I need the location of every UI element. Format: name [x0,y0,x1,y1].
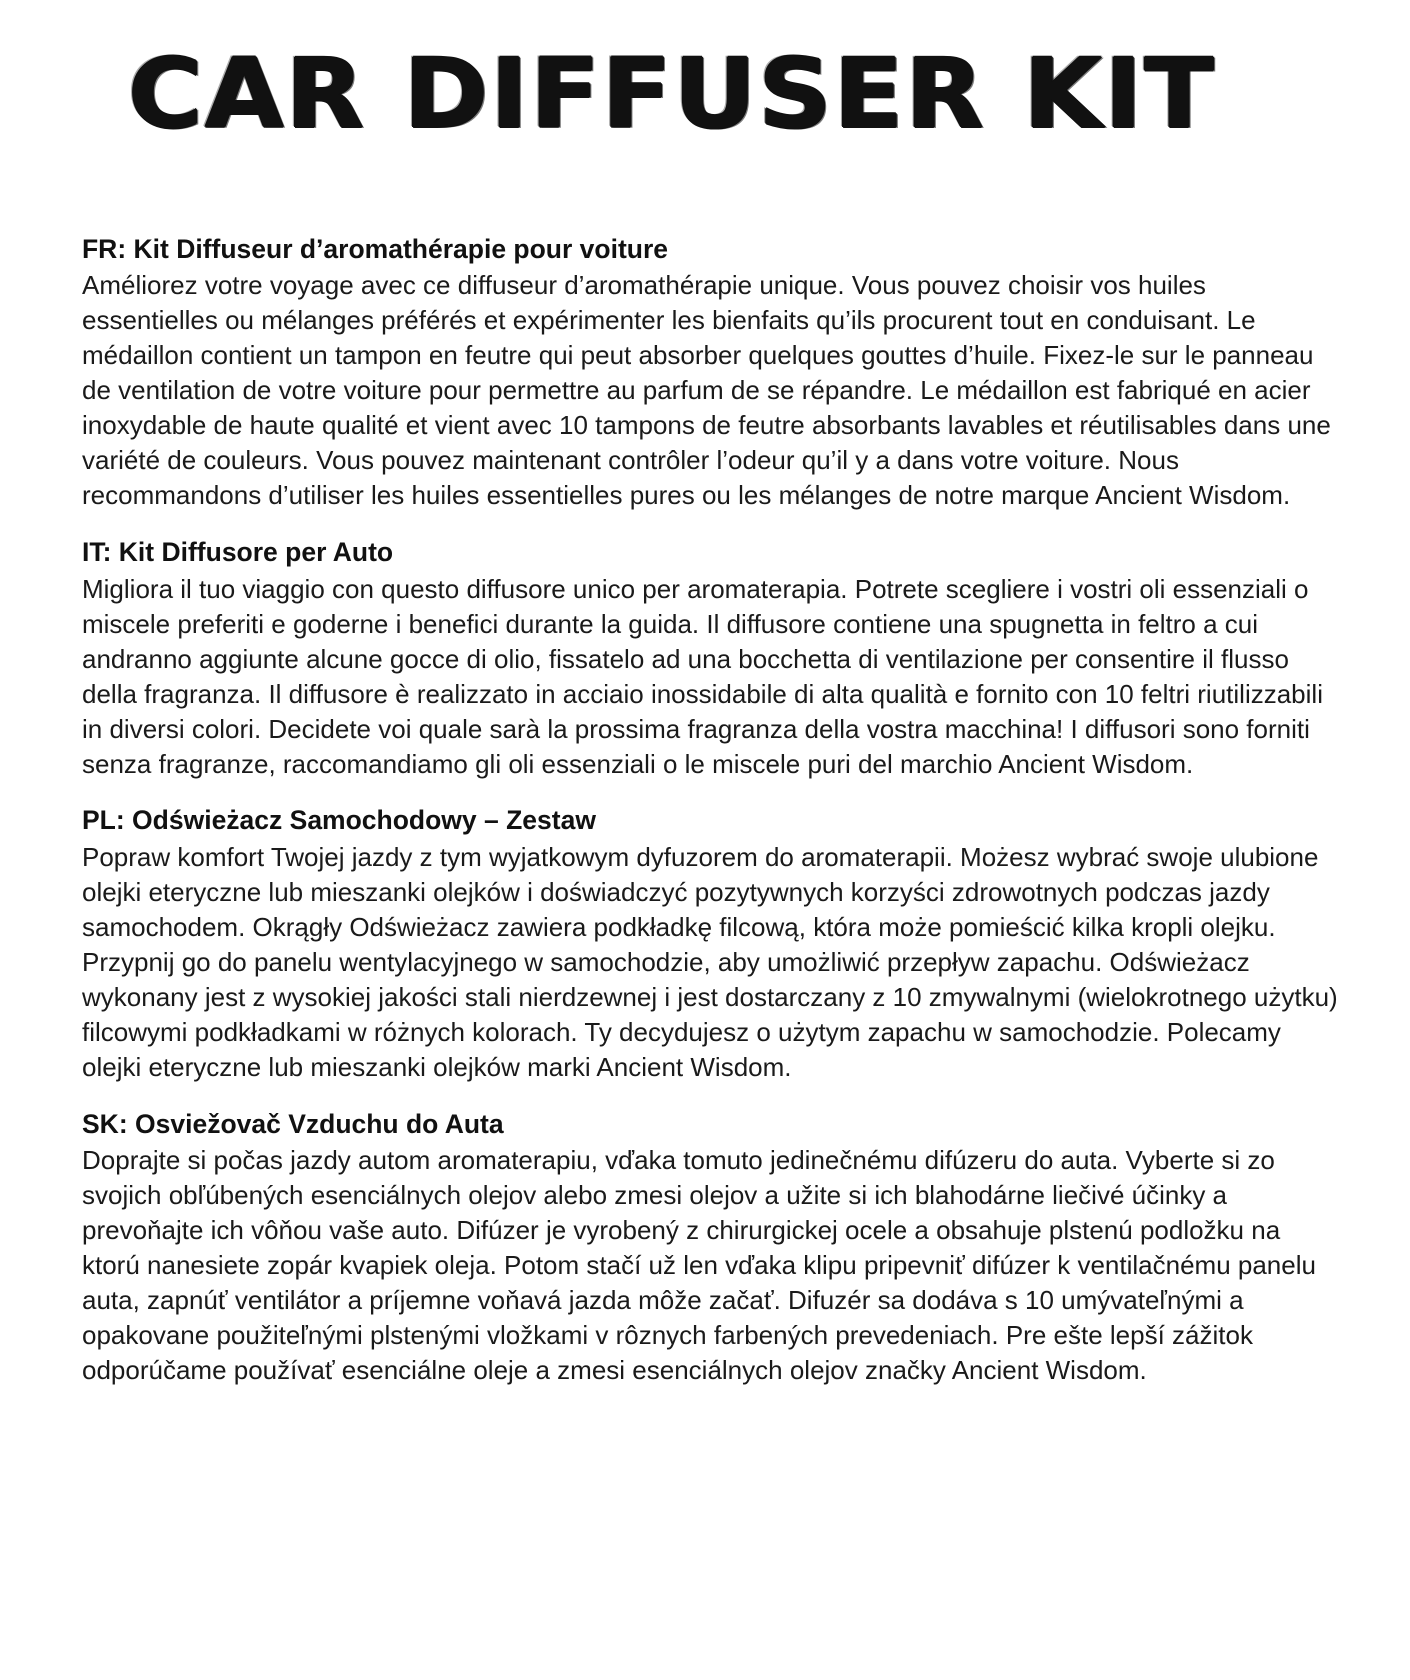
section-fr [82,232,1340,513]
section-heading-sk: SK: Osviežovač Vzduchu do Auta [82,1108,504,1139]
section-pl [82,803,1340,1084]
section-body-fr: Améliorez votre voyage avec ce diffuseur d’aromathérapie unique. Vous pouvez choisir vos huiles essentielles ou mélanges préférés et expérimenter les bienfaits qu’ils procurent tout en conduisant. Le médaillon contient un tampon en feutre qui peut absorber quelques gouttes d’huile. Fixez-le sur le panneau de ventilation de votre voiture pour permettre au parfum de se répandre. Le médaillon est fabriqué en acier inoxydable de haute qualité et vient avec 10 tampons de feutre absorbants lavables et réutilisables dans une variété de couleurs. Vous pouvez maintenant contrôler l’odeur qu’il y a dans votre voiture. Nous recommandons d’utiliser les huiles essentielles pures ou les mélanges de notre marque Ancient Wisdom. [82,270,1331,511]
title-block [40,0,1370,160]
section-heading-fr: FR: Kit Diffuseur d’aromathérapie pour voiture [82,234,669,264]
section-heading-it: IT: Kit Diffusore per Auto [82,537,394,568]
section-body-sk: Doprajte si počas jazdy autom aromaterapiu, vďaka tomuto jedinečnému difúzeru do auta. Vyberte si zo svojich obľúbených esenciálnych olejov alebo zmesi olejov a užite si ich blahodárne liečivé účinky a prevoňajte ich vôňou vaše auto. Difúzer je vyrobený z chirurgickej ocele a obsahuje plstenú podložku na ktorú nanesiete zopár kvapiek oleja. Potom stačí už len vďaka klipu pripevniť difúzer k ventilačnému panelu auta, zapnúť ventilátor a príjemne voňavá jazda môže začať. Difuzér sa dodáva s 10 umývateľnými a opakovane použiteľnými plstenými vložkami v rôznych farbených prevedeniach. Pre ešte lepší zážitok odporúčame používať esenciálne oleje a zmesi esenciálnych olejov značky Ancient Wisdom. [82,1145,1316,1385]
section-heading-pl: PL: Odświeżacz Samochodowy – Zestaw [82,805,596,836]
section-it [82,535,1340,781]
section-body-pl: Popraw komfort Twojej jazdy z tym wyjatkowym dyfuzorem do aromaterapii. Możesz wybrać swoje ulubione olejki eteryczne lub mieszanki olejków i doświadczyć pozytywnych korzyści zdrowotnych podczas jazdy samochodem. Okrągły Odświeżacz zawiera podkładkę filcową, która może pomieścić kilka kropli olejku. Przypnij go do panelu wentylacyjnego w samochodzie, aby umożliwić przepływ zapachu. Odświeżacz wykonany jest z wysokiej jakości stali nierdzewnej i jest dostarczany z 10 zmywalnymi (wielokrotnego użytku) filcowymi podkładkami w różnych kolorach. Ty decydujesz o użytym zapachu w samochodzie. Polecamy olejki eteryczne lub mieszanki olejków marki Ancient Wisdom. [82,841,1338,1082]
document-content [40,160,1370,1388]
section-body-it: Migliora il tuo viaggio con questo diffusore unico per aromaterapia. Potrete scegliere i vostri oli essenziali o miscele preferiti e goderne i benefici durante la guida. Il diffusore contiene una spugnetta in feltro a cui andranno aggiunte alcune gocce di olio, fissatelo ad una bocchetta di ventilazione per consentire il flusso della fragranza. Il diffusore è realizzato in acciaio inossidabile di alta qualità e fornito con 10 feltri riutilizzabili in diversi colori. Decidete voi quale sarà la prossima fragranza della vostra macchina! I diffusori sono forniti senza fragranze, raccomandiamo gli oli essenziali o le miscele puri del marchio Ancient Wisdom. [82,573,1323,779]
page-title: CAR DIFFUSER KIT [128,38,1216,150]
section-sk [82,1107,1340,1388]
